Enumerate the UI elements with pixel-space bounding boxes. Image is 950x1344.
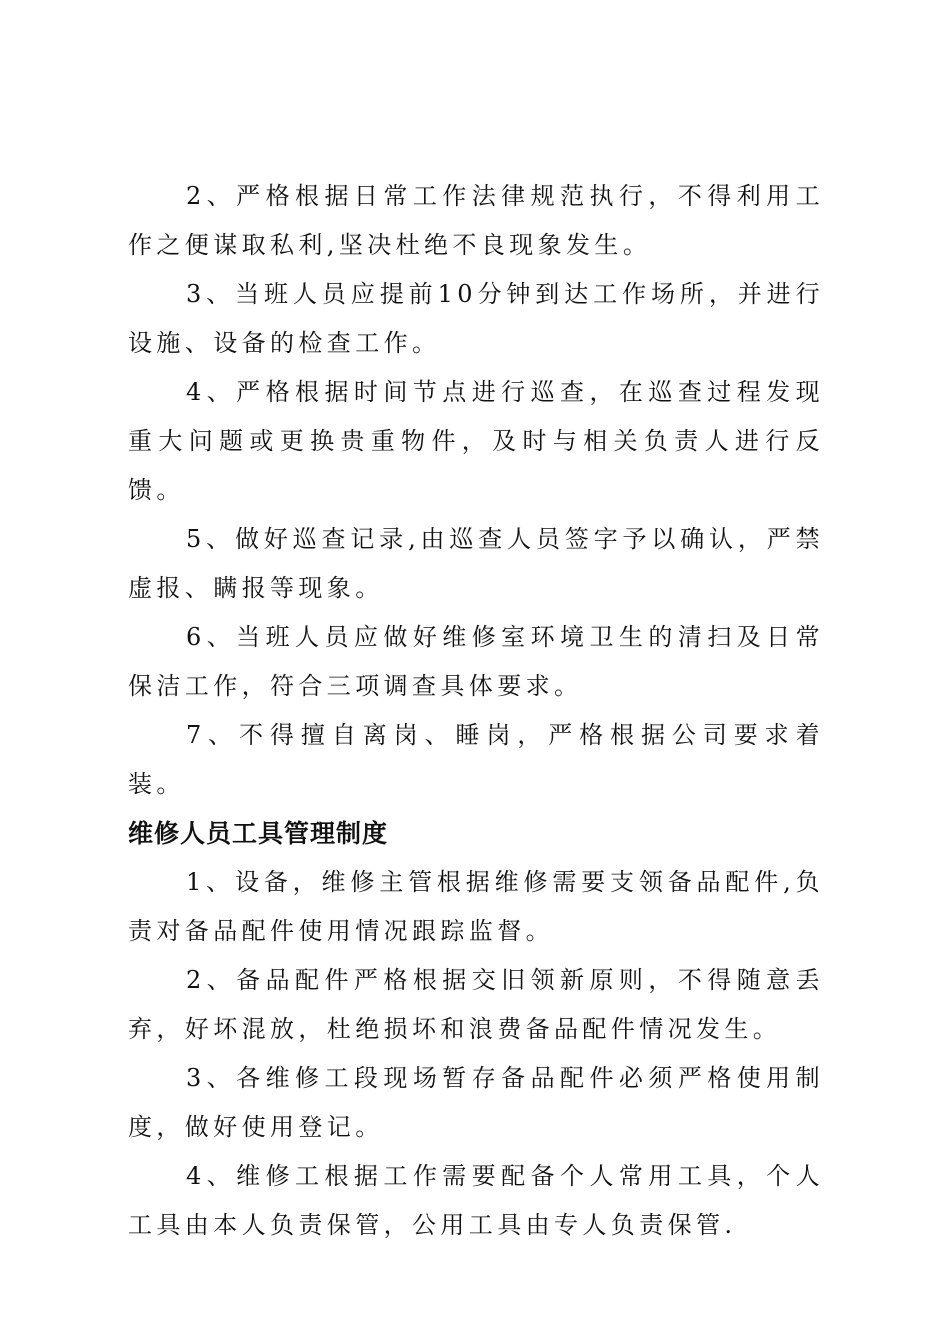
rule-item-4: 4、严格根据时间节点进行巡查，在巡查过程发现重大问题或更换贵重物件，及时与相关负责人进行反馈。 (128, 378, 824, 504)
document-body (128, 172, 824, 1250)
rule-item-6: 6、当班人员应做好维修室环境卫生的清扫及日常保洁工作，符合三项调查具体要求。 (128, 623, 824, 700)
tool-rule-item-2: 2、备品配件严格根据交旧领新原则，不得随意丢弃，好坏混放，杜绝损坏和浪费备品配件情况发生。 (128, 966, 824, 1043)
rule-item-2: 2、严格根据日常工作法律规范执行，不得利用工作之便谋取私利,坚决杜绝不良现象发生。 (128, 182, 824, 259)
rule-item-5: 5、做好巡查记录,由巡查人员签字予以确认，严禁虚报、瞒报等现象。 (128, 525, 824, 602)
tool-rule-item-1: 1、设备，维修主管根据维修需要支领备品配件,负责对备品配件使用情况跟踪监督。 (128, 868, 824, 945)
section-heading: 维修人员工具管理制度 (128, 819, 389, 848)
tool-rule-item-3: 3、各维修工段现场暂存备品配件必须严格使用制度，做好使用登记。 (128, 1064, 824, 1141)
tool-rule-item-4: 4、维修工根据工作需要配备个人常用工具，个人工具由本人负责保管，公用工具由专人负责保管. (128, 1162, 824, 1239)
rule-item-3: 3、当班人员应提前10分钟到达工作场所，并进行设施、设备的检查工作。 (128, 280, 824, 357)
rule-item-7: 7、不得擅自离岗、睡岗，严格根据公司要求着装。 (128, 721, 824, 798)
